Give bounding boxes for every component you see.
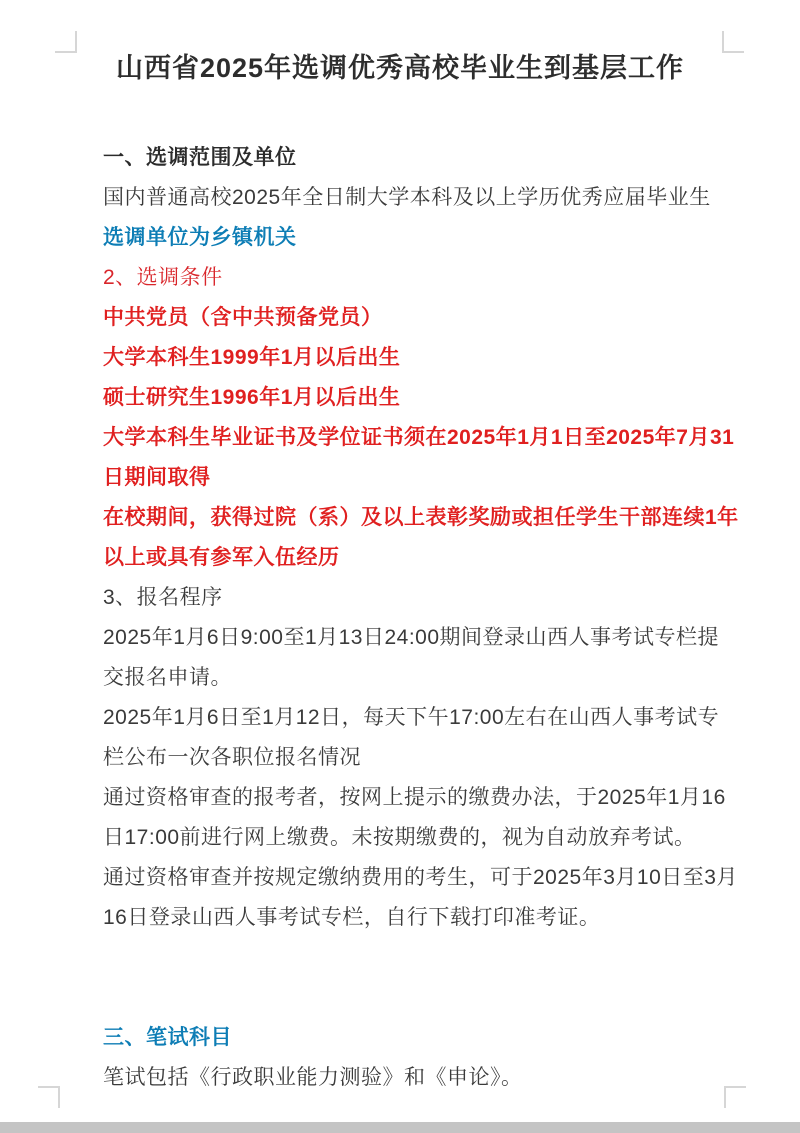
crop-mark-bottom-left: [38, 1086, 60, 1108]
paragraph: 在校期间，获得过院（系）及以上表彰奖励或担任学生干部连续1年以上或具有参军入伍经历: [103, 506, 739, 569]
paragraph: 笔试包括《行政职业能力测验》和《申论》。: [103, 1066, 523, 1089]
paragraph: 硕士研究生1996年1月以后出生: [103, 386, 401, 409]
document-body: [103, 138, 739, 1098]
paragraph: 通过资格审查的报考者，按网上提示的缴费办法，于2025年1月16日17:00前进行网上缴费。未按期缴费的，视为自动放弃考试。: [103, 786, 726, 849]
paragraph: 三、笔试科目: [103, 1026, 232, 1049]
paragraph: 通过资格审查并按规定缴纳费用的考生，可于2025年3月10日至3月16日登录山西人事考试专栏，自行下载打印准考证。: [103, 866, 738, 929]
paragraph: 中共党员（含中共预备党员）: [103, 306, 383, 329]
paragraph: 选调单位为乡镇机关: [103, 226, 297, 249]
paragraph: 2025年1月6日9:00至1月13日24:00期间登录山西人事考试专栏提交报名申请。: [103, 626, 720, 689]
paragraph-spacer: [103, 938, 739, 1018]
paragraph: 3、报名程序: [103, 586, 223, 609]
paragraph: 大学本科生1999年1月以后出生: [103, 346, 401, 369]
paragraph: 一、选调范围及单位: [103, 146, 297, 169]
paragraph: 国内普通高校2025年全日制大学本科及以上学历优秀应届毕业生: [103, 186, 711, 209]
paragraph: 2、选调条件: [103, 266, 223, 289]
page-title: 山西省2025年选调优秀高校毕业生到基层工作: [115, 53, 685, 83]
paragraph: 2025年1月6日至1月12日，每天下午17:00左右在山西人事考试专栏公布一次各职位报名情况: [103, 706, 720, 769]
bottom-bar: [0, 1122, 800, 1133]
paragraph: 大学本科生毕业证书及学位证书须在2025年1月1日至2025年7月31日期间取得: [103, 426, 735, 489]
